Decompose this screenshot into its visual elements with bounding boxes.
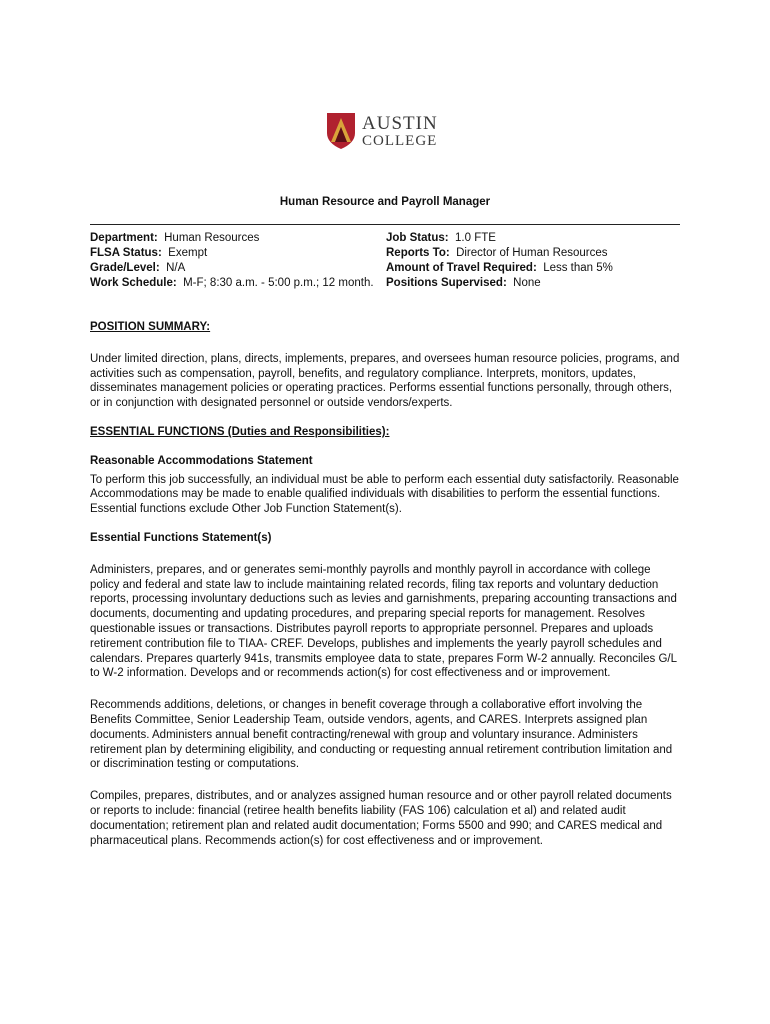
department-value: Human Resources [164,232,260,244]
title-divider [90,224,680,225]
meta-travel [386,261,681,276]
meta-flsa [90,246,375,261]
travel-label: Amount of Travel Required: [386,262,537,274]
austin-college-logo [326,111,438,151]
position-summary-heading: POSITION SUMMARY: [90,321,211,333]
meta-left-column [90,231,375,291]
function-paragraph-payroll: Administers, prepares, and or generates semi-monthly payrolls and monthly payroll in accordance with college policy and federal and state law to include maintaining related records, filing tax reports and voluntary deduction reports, processing involuntary deductions such as levies and garnishments, preparing accounting transactions and documents, documenting and updating procedures, and preparing special reports for management. Resolves questionable issues or transactions. Distributes payroll reports to appropriate personnel. Prepares and uploads retirement contribution file to TIAA- CREF. Develops, publishes and implements the yearly payroll schedules and calendars. Prepares quarterly 941s, transmits employee data to state, prepares Form W-2 annually. Reconciles G/L to W-2 information. Develops and or recommends action(s) for cost effectiveness and or improvement. [90,563,677,680]
shield-icon [326,112,356,150]
meta-department [90,231,375,246]
grade-label: Grade/Level: [90,262,160,274]
department-label: Department: [90,232,158,244]
meta-supervised [386,276,681,291]
schedule-value: M-F; 8:30 a.m. - 5:00 p.m.; 12 month. [183,277,374,289]
essential-functions-heading: ESSENTIAL FUNCTIONS (Duties and Responsibilities): [90,425,390,438]
travel-value: Less than 5% [543,262,613,274]
accommodations-text: To perform this job successfully, an individual must be able to perform each essential duty satisfactorily. Reasonable Accommodations may be made to enable qualified individuals with disabilities to perform the essential functions. Essential functions exclude Other Job Function Statement(s). [90,473,679,516]
logo-line-austin: AUSTIN [362,112,438,134]
accommodations-heading: Reasonable Accommodations Statement [90,454,313,467]
schedule-label: Work Schedule: [90,277,177,289]
function-paragraph-benefits: Recommends additions, deletions, or changes in benefit coverage through a collaborative effort involving the Benefits Committee, Senior Leadership Team, outside vendors, agents, and CARES. Interprets assigned plan documents. Administers annual benefit contracting/renewal with group and voluntary insurance. Administers retirement plan by determining eligibility, and conducting or requesting annual retirement contribution limitation and or discrimination testing or computations. [90,699,673,771]
position-summary-text: Under limited direction, plans, directs, implements, prepares, and oversees human resource policies, programs, and activities such as compensation, payroll, benefits, and regulatory compliance. Interprets, monitors, updates, disseminates management policies or operating practices. Performs essential functions personally, through others, or in conjunction with designated personnel or outside vendors/experts. [90,352,680,410]
logo-wordmark [362,114,438,149]
document-title: Human Resource and Payroll Manager [279,196,491,208]
reports-value: Director of Human Resources [456,247,608,259]
supervised-label: Positions Supervised: [386,277,507,289]
logo-line-college: COLLEGE [362,132,438,149]
functions-statement-heading: Essential Functions Statement(s) [90,531,272,544]
reports-label: Reports To: [386,247,450,259]
meta-reports-to [386,246,681,261]
meta-job-status [386,231,681,246]
meta-grade [90,261,375,276]
function-paragraph-reports: Compiles, prepares, distributes, and or analyzes assigned human resource and or other payroll related documents or reports to include: financial (retiree health benefits liability (FAS 106) calculation et al) and related audit documentation; retirement plan and related audit documentation; Forms 5500 and 990; and CARES medical and pharmaceutical plans. Recommends action(s) for cost effectiveness and or improvement. [90,790,672,847]
supervised-value: None [513,277,541,289]
job-status-value: 1.0 FTE [455,232,496,244]
job-status-label: Job Status: [386,232,449,244]
flsa-label: FLSA Status: [90,247,162,259]
flsa-value: Exempt [168,247,208,259]
grade-value: N/A [166,262,186,274]
meta-right-column [386,231,681,291]
document-body [90,320,680,848]
meta-schedule [90,276,375,291]
